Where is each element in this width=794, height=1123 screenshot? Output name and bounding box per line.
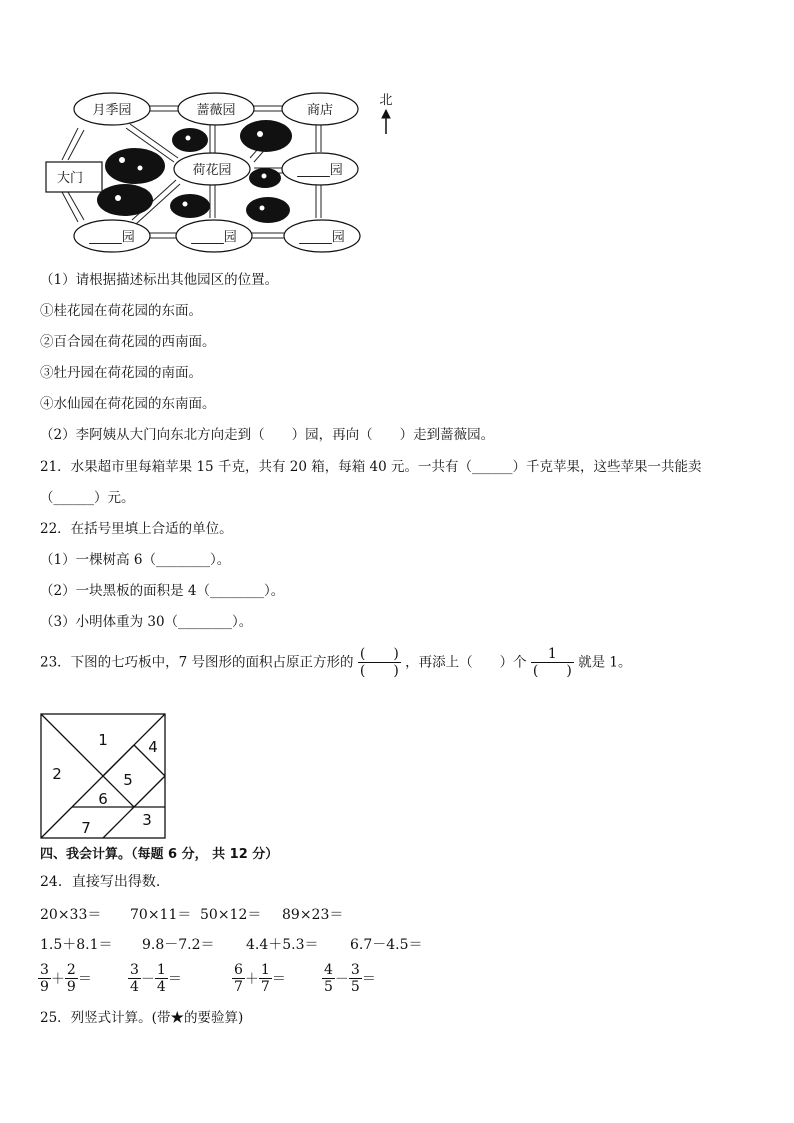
garden-label: 月季园: [92, 103, 132, 118]
fraction-numerator: 2: [66, 962, 76, 978]
calc-item: [128, 962, 182, 995]
q20-clue-3: ③牡丹园在荷花园的南面。: [40, 365, 202, 381]
equals-sign: ＝: [271, 971, 286, 988]
q25-title: 25．列竖式计算。(带★的要验算): [40, 1010, 244, 1026]
q23-text-c: 就是 1。: [578, 654, 632, 671]
fraction-denominator: 4: [156, 979, 166, 995]
shrub-icon: [240, 120, 292, 152]
fraction-denominator: 5: [324, 979, 333, 995]
q20-part1: （1）请根据描述标出其他园区的位置。: [40, 272, 279, 288]
calc-item: 50×12＝: [200, 907, 262, 923]
fraction-numerator: 3: [40, 962, 49, 978]
operator: ＋: [244, 971, 259, 988]
tangram-piece-label: 1: [98, 731, 108, 749]
fraction-numerator: 6: [234, 962, 243, 978]
fraction-denominator: ( ): [359, 663, 399, 679]
fraction-denominator: 9: [66, 979, 76, 995]
calc-item: 4.4＋5.3＝: [246, 937, 319, 953]
garden-label: _____园: [299, 230, 345, 245]
gate-label: 大门: [56, 171, 84, 186]
fraction-numerator: 1: [156, 962, 166, 978]
garden-label: _____园: [297, 163, 343, 178]
fraction-numerator: 1: [260, 962, 270, 978]
shrub-icon: [97, 184, 153, 216]
fraction-numerator: 1: [531, 646, 574, 663]
fraction-denominator: 4: [130, 979, 139, 995]
q22-title: 22．在括号里填上合适的单位。: [40, 521, 233, 537]
calc-item: 70×11＝: [130, 907, 192, 923]
calc-item: [322, 962, 376, 995]
north-arrow-icon: [382, 110, 390, 134]
operator: －: [334, 971, 349, 988]
equals-sign: ＝: [167, 971, 182, 988]
q20-clue-4: ④水仙园在荷花园的东南面。: [40, 396, 216, 412]
garden-label: 商店: [306, 103, 334, 118]
calc-item: 20×33＝: [40, 907, 102, 923]
fraction-numerator: 4: [324, 962, 333, 978]
garden-map: [40, 88, 410, 260]
calc-item: 6.7－4.5＝: [350, 937, 423, 953]
q24-row-3: [38, 962, 438, 1002]
garden-label: _____园: [89, 230, 135, 245]
calc-item: 9.8－7.2＝: [142, 937, 215, 953]
tangram-figure: [40, 713, 166, 839]
fraction-denominator: 7: [234, 979, 243, 995]
section-4-title: 四、我会计算。（每题 6 分， 共 12 分）: [40, 847, 279, 862]
calc-item: [232, 962, 286, 995]
q24-title: 24．直接写出得数.: [40, 874, 161, 890]
q22-item-2: （2）一块黑板的面积是 4（________）。: [40, 583, 285, 599]
q20-clue-1: ①桂花园在荷花园的东面。: [40, 303, 202, 319]
tangram-piece-label: 6: [98, 790, 108, 808]
q22-item-3: （3）小明体重为 30（________）。: [40, 614, 253, 630]
shrub-icon: [170, 194, 210, 218]
garden-label: _____园: [191, 230, 237, 245]
q20-part2: （2）李阿姨从大门向东北方向走到（ ）园，再向（ ）走到蔷薇园。: [40, 427, 495, 443]
garden-label: 荷花园: [192, 163, 232, 178]
fraction-denominator: 9: [40, 979, 49, 995]
tangram-piece-label: 7: [81, 819, 91, 837]
garden-label: 蔷薇园: [196, 103, 236, 118]
q21-line2: （______）元。: [40, 490, 135, 506]
operator: －: [140, 971, 155, 988]
shrub-icon: [172, 128, 208, 152]
tangram-piece-label: 4: [148, 738, 158, 756]
q20-clue-2: ②百合园在荷花园的西南面。: [40, 334, 216, 350]
q23-text-a: 23．下图的七巧板中，7 号图形的面积占原正方形的: [40, 654, 354, 671]
q23-question: [40, 646, 632, 679]
shrub-icon: [105, 148, 165, 184]
fraction-denominator: 5: [350, 979, 360, 995]
fraction-numerator: ( ): [359, 646, 399, 662]
equals-sign: ＝: [361, 971, 376, 988]
tangram-piece-label: 3: [142, 811, 152, 829]
north-label: 北: [379, 93, 393, 108]
equals-sign: ＝: [77, 971, 92, 988]
fraction-numerator: 3: [350, 962, 360, 978]
q23-fraction-1: [358, 646, 401, 679]
calc-item: 1.5＋8.1＝: [40, 937, 113, 953]
fraction-denominator: 7: [260, 979, 270, 995]
shrub-icon: [249, 168, 281, 188]
fraction-numerator: 3: [130, 962, 139, 978]
tangram-piece-label: 5: [123, 771, 133, 789]
q22-item-1: （1）一棵树高 6（________）。: [40, 552, 231, 568]
calc-item: 89×23＝: [282, 907, 344, 923]
q23-text-b: ，再添上（ ）个: [405, 654, 527, 671]
operator: ＋: [50, 971, 65, 988]
q21-line1: 21．水果超市里每箱苹果 15 千克，共有 20 箱，每箱 40 元。一共有（______）千克苹果，这些苹果一共能卖: [40, 459, 702, 475]
q23-fraction-2: [531, 646, 574, 679]
tangram-piece-label: 2: [52, 765, 62, 783]
shrub-icon: [246, 197, 290, 223]
calc-item: [38, 962, 92, 995]
fraction-denominator: ( ): [532, 663, 572, 679]
